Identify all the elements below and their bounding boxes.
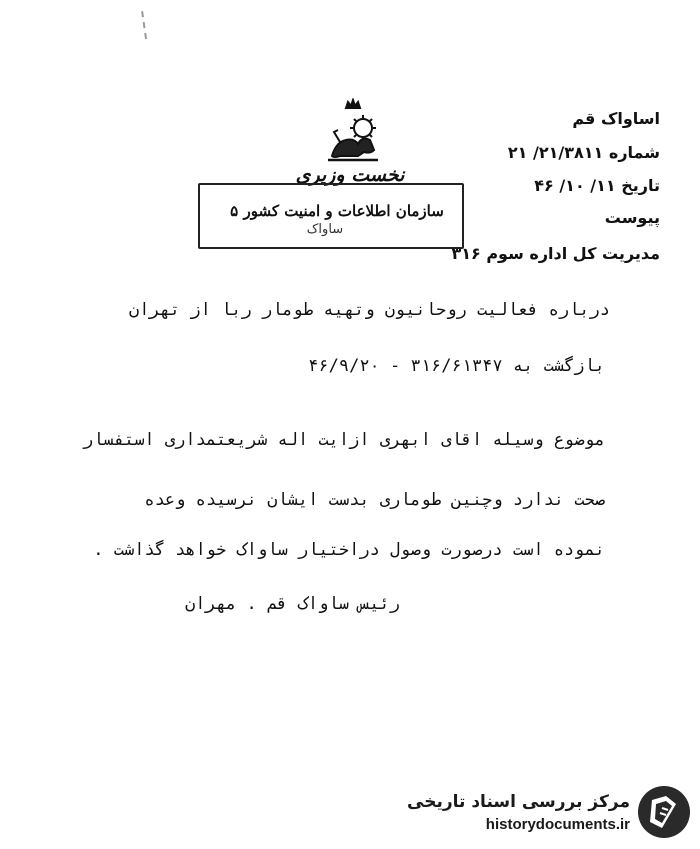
- date-field: تاریخ ۱۱/ ۱۰/ ۴۶: [534, 176, 660, 195]
- classification-field: اساواک قم: [572, 109, 660, 128]
- logo-website-text: historydocuments.ir: [485, 816, 630, 833]
- office-title: نخست وزیری: [295, 164, 405, 186]
- signature-line: رئیس ساواک قم . مهران: [185, 594, 400, 614]
- reference-line: بازگشت به ۳۱۶/۶۱۳۴۷ - ۴۶/۹/۲۰: [308, 356, 605, 376]
- body-line-1: موضوع وسیله اقای ابهری ازایت اله شریعتمداری استفسار: [83, 430, 605, 450]
- body-line-3: نموده است درصورت وصول دراختیار ساواک خواهد گذاشت .: [93, 540, 605, 560]
- addressee-line: مدیریت کل اداره سوم ۳۱۶: [451, 244, 660, 263]
- stamp-text: [212, 202, 462, 220]
- attachment-field: پیوست: [604, 208, 660, 227]
- corner-scratch: [141, 9, 163, 39]
- number-field: شماره ۲۱/۳۸۱۱/ ۲۱: [507, 143, 660, 162]
- archive-watermark-logo: [405, 786, 690, 842]
- document-archive-icon: [638, 786, 690, 838]
- body-line-2: صحت ندارد وچنین طوماری بدست ایشان نرسیده وعده: [144, 490, 605, 510]
- lion-and-sun-emblem-icon: [318, 98, 388, 168]
- stamp-number: ۵: [230, 202, 239, 220]
- logo-persian-text: مرکز بررسی اسناد تاریخی: [407, 792, 630, 812]
- stamp-org: سازمان اطلاعات و امنیت کشور: [243, 202, 444, 220]
- stamp-scribble: ساواک: [306, 222, 344, 237]
- subject-line: درباره فعالیت روحانیون وتهیه طومار ربا از تهران: [128, 300, 610, 320]
